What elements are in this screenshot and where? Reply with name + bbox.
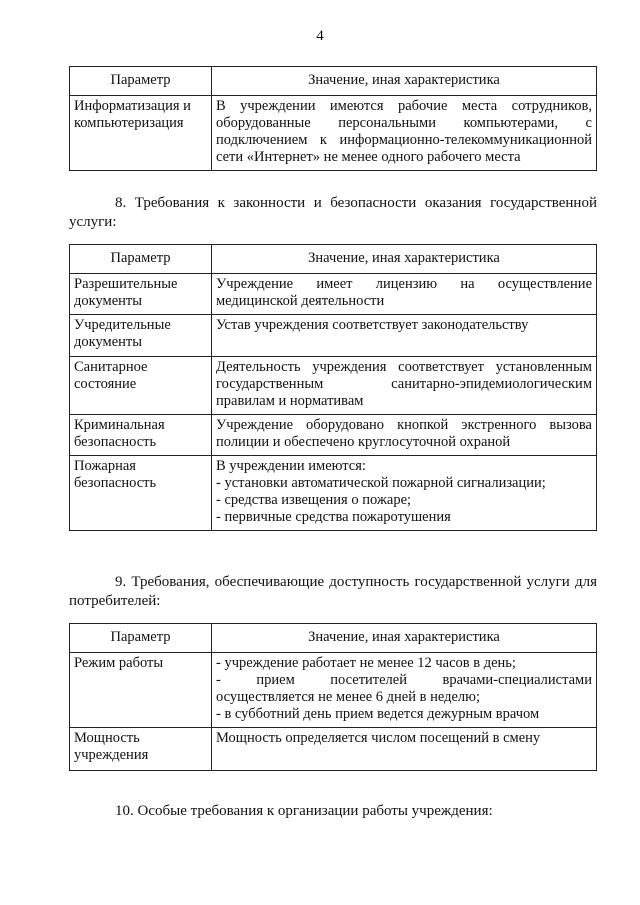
section-8-heading: 8. Требования к законности и безопасности оказания государственной услуги: <box>69 195 597 230</box>
table-header-parameter: Параметр <box>70 624 212 653</box>
value-line: Учреждение оборудовано кнопкой экстренного вызова <box>216 417 592 433</box>
table-row <box>70 96 597 171</box>
value-line: - прием посетителей врачами-специалистами <box>216 672 592 688</box>
value-line: сети «Интернет» не менее одного рабочего места <box>216 149 521 165</box>
value-line: - первичные средства пожаротушения <box>216 509 451 525</box>
value-line: Деятельность учреждения соответствует установленным <box>216 359 592 375</box>
value-line: - в субботний день прием ведется дежурным врачом <box>216 706 540 722</box>
value-line: медицинской деятельности <box>216 293 385 309</box>
table-row <box>70 415 597 456</box>
row-value <box>212 315 597 357</box>
row-parameter: Мощность учреждения <box>70 728 212 771</box>
row-parameter: Информатизация и компьютеризация <box>70 96 212 171</box>
value-line: - установки автоматической пожарной сигнализации; <box>216 475 546 491</box>
row-parameter: Пожарная безопасность <box>70 456 212 531</box>
row-parameter: Разрешительные документы <box>70 274 212 315</box>
table-row <box>70 653 597 728</box>
value-line: Учреждение имеет лицензию на осуществление <box>216 276 592 292</box>
value-line: - учреждение работает не менее 12 часов в день; <box>216 655 516 671</box>
table-header-parameter: Параметр <box>70 245 212 274</box>
page-number: 4 <box>316 28 324 44</box>
row-value <box>212 96 597 171</box>
value-line: В учреждении имеются рабочие места сотрудников, <box>216 98 592 114</box>
table-row <box>70 357 597 415</box>
row-value <box>212 357 597 415</box>
characteristics-table-3 <box>69 623 597 771</box>
value-line: подключением к информационно-телекоммуникационной <box>216 132 592 148</box>
row-parameter: Криминальная безопасность <box>70 415 212 456</box>
table-row <box>70 315 597 357</box>
table-row <box>70 728 597 771</box>
value-line: - средства извещения о пожаре; <box>216 492 412 508</box>
table-header-value: Значение, иная характеристика <box>212 245 597 274</box>
table-header-value: Значение, иная характеристика <box>212 67 597 96</box>
table-header-value: Значение, иная характеристика <box>212 624 597 653</box>
characteristics-table-1 <box>69 66 597 171</box>
value-line: правилам и нормативам <box>216 393 364 409</box>
characteristics-table-2 <box>69 244 597 531</box>
row-value <box>212 728 597 771</box>
row-parameter: Санитарное состояние <box>70 357 212 415</box>
section-9-heading: 9. Требования, обеспечивающие доступность государственной услуги для потребителей: <box>69 574 597 609</box>
value-line: государственным санитарно-эпидемиологическим <box>216 376 592 392</box>
table-row <box>70 456 597 531</box>
row-value <box>212 653 597 728</box>
row-parameter: Режим работы <box>70 653 212 728</box>
value-line: Устав учреждения соответствует законодательству <box>216 317 529 333</box>
row-value <box>212 456 597 531</box>
value-line: полиции и обеспечено круглосуточной охраной <box>216 434 511 450</box>
section-10-heading: 10. Особые требования к организации работы учреждения: <box>115 803 493 819</box>
value-line: В учреждении имеются: <box>216 458 366 474</box>
table-row <box>70 274 597 315</box>
value-line: Мощность определяется числом посещений в смену <box>216 730 541 746</box>
row-parameter: Учредительные документы <box>70 315 212 357</box>
row-value <box>212 274 597 315</box>
value-line: осуществляется не менее 6 дней в неделю; <box>216 689 480 705</box>
row-value <box>212 415 597 456</box>
value-line: оборудованные персональными компьютерами, с <box>216 115 592 131</box>
table-header-parameter: Параметр <box>70 67 212 96</box>
